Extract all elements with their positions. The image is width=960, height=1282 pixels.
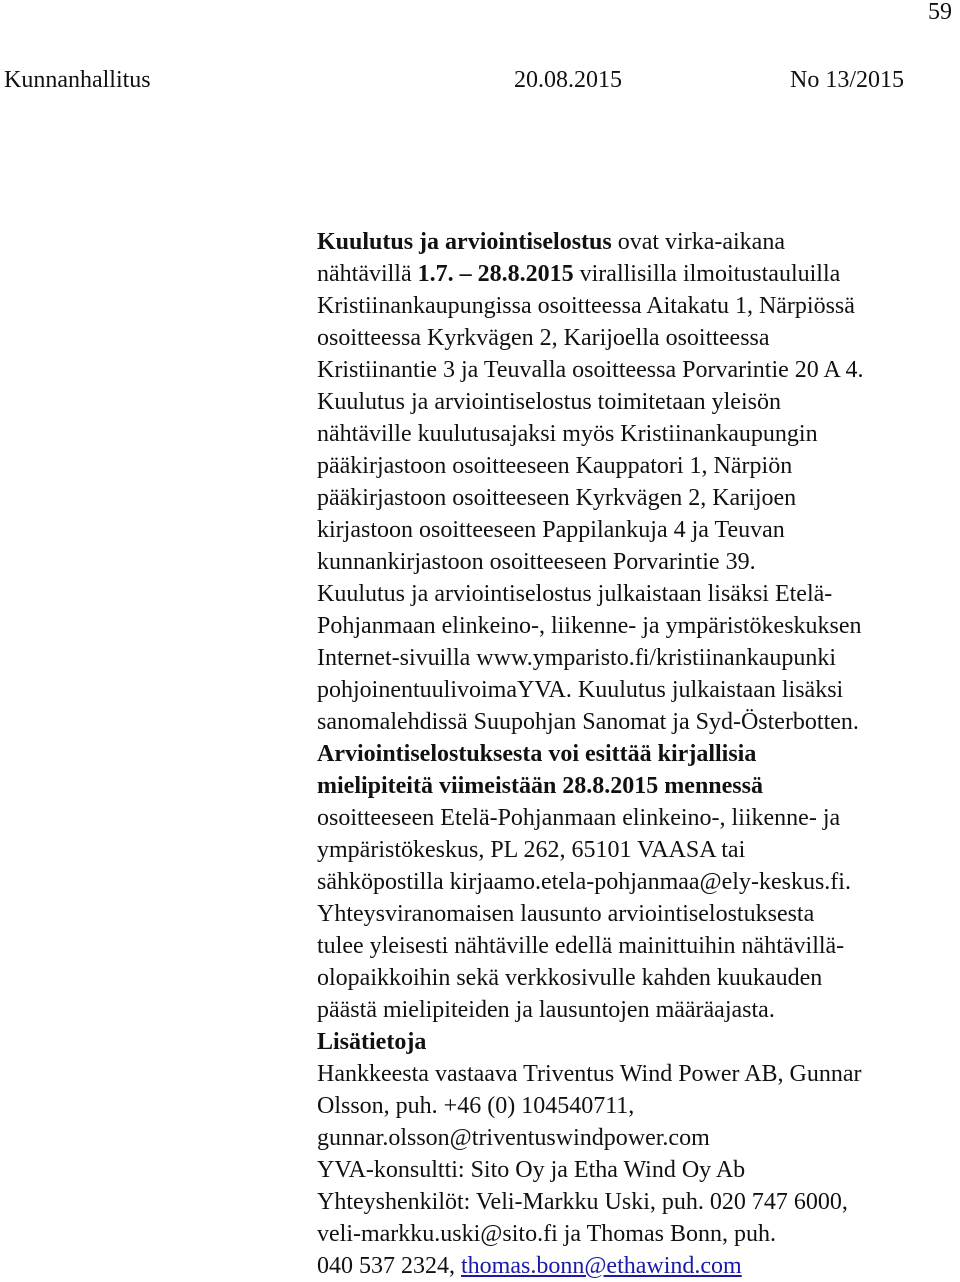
paragraph-libraries bbox=[317, 386, 957, 578]
text-line: veli-markku.uski@sito.fi ja Thomas Bonn, puh. bbox=[317, 1221, 776, 1247]
text-line bbox=[317, 1250, 957, 1282]
text-line: Kuulutus ja arviointiselostus toimitetaan yleisön bbox=[317, 389, 781, 415]
header-meeting-number: No 13/2015 bbox=[790, 67, 904, 93]
paragraph-opinions bbox=[317, 738, 957, 898]
text-line: Kristiinankaupungissa osoitteessa Aitakatu 1, Närpiössä bbox=[317, 293, 855, 319]
text-line: YVA-konsultti: Sito Oy ja Etha Wind Oy Ab bbox=[317, 1157, 746, 1183]
bold-line bbox=[317, 738, 957, 770]
text-line: pohjoinentuulivoimaYVA. Kuulutus julkaistaan lisäksi bbox=[317, 677, 844, 703]
text-line: sähköpostilla kirjaamo.etela-pohjanmaa@ely-keskus.fi. bbox=[317, 869, 851, 895]
text-segment: ovat virka-aikana bbox=[611, 229, 785, 255]
email-link[interactable]: thomas.bonn@ethawind.com bbox=[461, 1253, 742, 1279]
text-line: Hankkeesta vastaava Triventus Wind Power AB, Gunnar bbox=[317, 1061, 862, 1087]
text-line: nähtäville kuulutusajaksi myös Kristiinankaupungin bbox=[317, 421, 818, 447]
text-segment: virallisilla ilmoitustauluilla bbox=[573, 261, 841, 287]
bold-text: Arviointiselostuksesta voi esittää kirjallisia bbox=[317, 741, 757, 767]
text-line: Olsson, puh. +46 (0) 104540711, bbox=[317, 1093, 635, 1119]
text-line: Kristiinantie 3 ja Teuvalla osoitteessa Porvarintie 20 A 4. bbox=[317, 357, 864, 383]
bold-line bbox=[317, 770, 957, 802]
text-segment: nähtävillä bbox=[317, 261, 418, 287]
text-line: tulee yleisesti nähtäville edellä mainittuihin nähtävillä- bbox=[317, 933, 845, 959]
paragraph-publication bbox=[317, 578, 957, 738]
text-line: gunnar.olsson@triventuswindpower.com bbox=[317, 1125, 710, 1151]
text-line: sanomalehdissä Suupohjan Sanomat ja Syd-Österbotten. bbox=[317, 709, 859, 735]
text-segment: 040 537 2324, bbox=[317, 1253, 461, 1279]
header-organization: Kunnanhallitus bbox=[4, 67, 151, 93]
text-line: ympäristökeskus, PL 262, 65101 VAASA tai bbox=[317, 837, 746, 863]
header-date: 20.08.2015 bbox=[514, 67, 622, 93]
text-line: Internet-sivuilla www.ymparisto.fi/kristiinankaupunki bbox=[317, 645, 837, 671]
text-line: päästä mielipiteiden ja lausuntojen määräajasta. bbox=[317, 997, 775, 1023]
text-line bbox=[317, 226, 957, 258]
text-line: pääkirjastoon osoitteeseen Kauppatori 1, Närpiön bbox=[317, 453, 793, 479]
text-line: osoitteessa Kyrkvägen 2, Karijoella osoitteessa bbox=[317, 325, 770, 351]
section-contact-info bbox=[317, 1026, 957, 1282]
bold-text: Lisätietoja bbox=[317, 1029, 427, 1055]
text-line: Kuulutus ja arviointiselostus julkaistaan lisäksi Etelä- bbox=[317, 581, 833, 607]
paragraph-authority-statement bbox=[317, 898, 957, 1026]
document-body bbox=[317, 226, 957, 1282]
bold-text: Kuulutus ja arviointiselostus bbox=[317, 229, 612, 255]
text-line: kunnankirjastoon osoitteeseen Porvarintie 39. bbox=[317, 549, 756, 575]
text-line: Yhteysviranomaisen lausunto arviointiselostuksesta bbox=[317, 901, 815, 927]
text-line: Yhteyshenkilöt: Veli-Markku Uski, puh. 020 747 6000, bbox=[317, 1189, 848, 1215]
page-number: 59 bbox=[928, 0, 952, 25]
text-line: Pohjanmaan elinkeino-, liikenne- ja ympäristökeskuksen bbox=[317, 613, 862, 639]
bold-text: mielipiteitä viimeistään 28.8.2015 mennessä bbox=[317, 773, 763, 799]
text-line: olopaikkoihin sekä verkkosivulle kahden kuukauden bbox=[317, 965, 823, 991]
text-line: osoitteeseen Etelä-Pohjanmaan elinkeino-, liikenne- ja bbox=[317, 805, 841, 831]
section-heading bbox=[317, 1026, 957, 1058]
bold-date-range: 1.7. – 28.8.2015 bbox=[417, 261, 574, 287]
text-line bbox=[317, 258, 957, 290]
paragraph-display-period bbox=[317, 226, 957, 386]
text-line: kirjastoon osoitteeseen Pappilankuja 4 ja Teuvan bbox=[317, 517, 785, 543]
text-line: pääkirjastoon osoitteeseen Kyrkvägen 2, Karijoen bbox=[317, 485, 797, 511]
